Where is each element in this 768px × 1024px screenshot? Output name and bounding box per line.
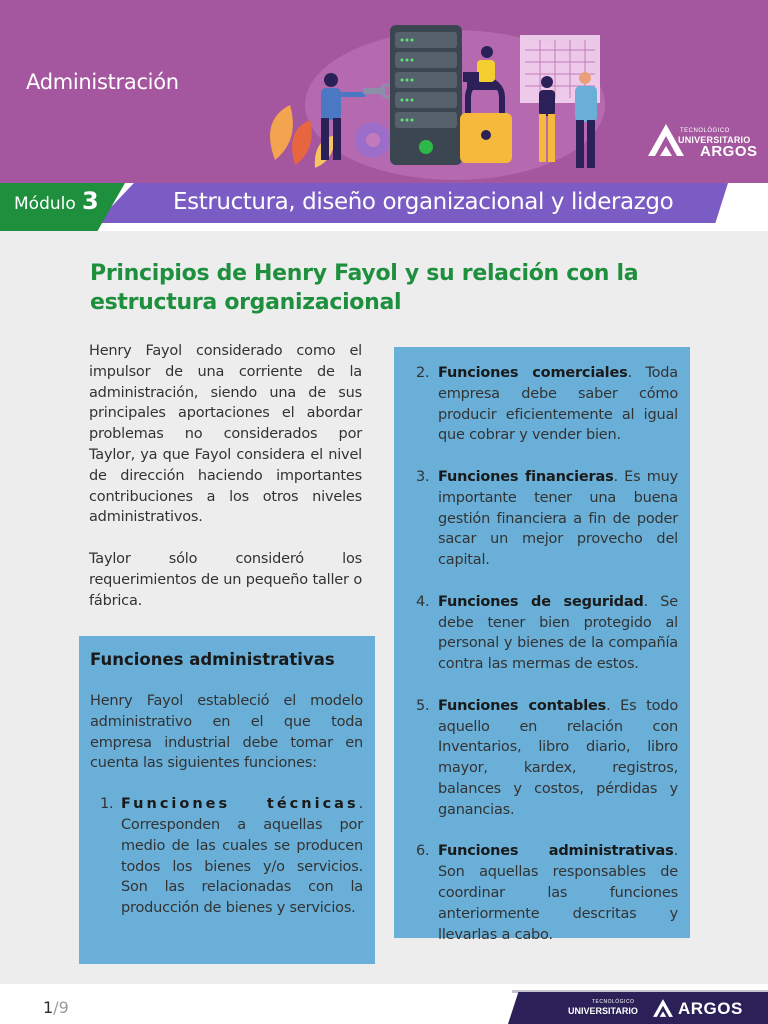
logo-text-big: ARGOS (700, 143, 758, 160)
argos-logo-mark-icon (650, 998, 676, 1018)
footer-logo-text-small: TECNOLÓGICO (592, 999, 635, 1005)
item-title: Funciones de seguridad (438, 593, 644, 610)
item-number: 4. (416, 593, 430, 610)
section-title: Principios de Henry Fayol y su relación con la estructura organizacional (90, 261, 639, 315)
function-item (90, 794, 363, 919)
intro-paragraph: Taylor sólo consideró los requerimientos de un pequeño taller o fábrica. (89, 550, 362, 609)
item-body: . Es todo aquello en relación con Inventarios, libro diario, libro mayor, kardex, registros, balances y costos, pérdidas y ganancias. (438, 697, 678, 818)
page-indicator (43, 998, 69, 1017)
item-body: . Toda empresa debe saber cómo producir eficientemente al igual que cobrar y vender bien. (438, 365, 678, 444)
function-item (406, 467, 678, 571)
item-number: 1. (100, 796, 114, 813)
item-body: . Es muy importante tener una buena gestión financiera a fin de poder sacar un mejor provecho del capital. (438, 468, 678, 569)
item-body: . Son aquellas responsables de coordinar las funciones anteriormente descritas y llevarlas a cabo. (438, 843, 678, 943)
security-team-illustration (255, 10, 615, 180)
item-number: 2. (416, 365, 430, 381)
logo-text-mid: UNIVERSITARIO (678, 135, 751, 145)
course-title: Administración (26, 70, 179, 94)
item-body: . Se debe tener bien protegido al personal y bienes de la compañía contra las mermas de estos. (438, 593, 678, 673)
intro-paragraph: Henry Fayol considerado como el impulsor de una corriente de la administración, siendo una de sus principales aportaciones el abordar problemas no considerados por Taylor, ya que Fayol considera el nivel de dirección haciendo importantes contribuciones a los otros niveles administrativos. (89, 343, 362, 526)
function-item (406, 696, 678, 821)
function-item (406, 363, 678, 446)
footer-logo-text-big: ARGOS (678, 999, 743, 1018)
functions-list (406, 363, 678, 945)
functions-list (90, 794, 363, 919)
footer-logo-text-mid: UNIVERSITARIO (568, 1006, 638, 1016)
box-intro-text: Henry Fayol estableció el modelo administrativo en el que toda empresa industrial debe tomar en cuenta las siguientes funciones: (90, 693, 363, 772)
item-body: . Corresponden a aquellas por medio de las cuales se producen todos los bienes y/o servicios. Son las relacionadas con la producción de bienes y servicios. (121, 796, 363, 917)
module-number: 3 (82, 187, 99, 215)
item-title: Funciones técnicas (121, 796, 359, 813)
administrative-functions-box (79, 636, 375, 964)
item-title: Funciones administrativas (438, 843, 674, 860)
item-title: Funciones comerciales (438, 365, 628, 381)
box-heading: Funciones administrativas (90, 650, 335, 669)
page-header (0, 0, 768, 183)
total-pages: /9 (53, 998, 69, 1017)
module-title: Estructura, diseño organizacional y liderazgo (173, 189, 674, 215)
argos-logo (646, 122, 756, 162)
functions-continued-box (394, 347, 690, 943)
item-number: 3. (416, 468, 430, 485)
module-label: Módulo (14, 194, 76, 214)
function-item (406, 592, 678, 675)
current-page: 1 (43, 998, 54, 1017)
intro-text (89, 341, 362, 632)
function-item (406, 841, 678, 945)
item-number: 5. (416, 697, 430, 714)
item-number: 6. (416, 843, 430, 860)
item-title: Funciones contables (438, 697, 607, 714)
item-title: Funciones financieras (438, 468, 614, 485)
logo-text-small: TECNOLÓGICO (680, 128, 730, 134)
